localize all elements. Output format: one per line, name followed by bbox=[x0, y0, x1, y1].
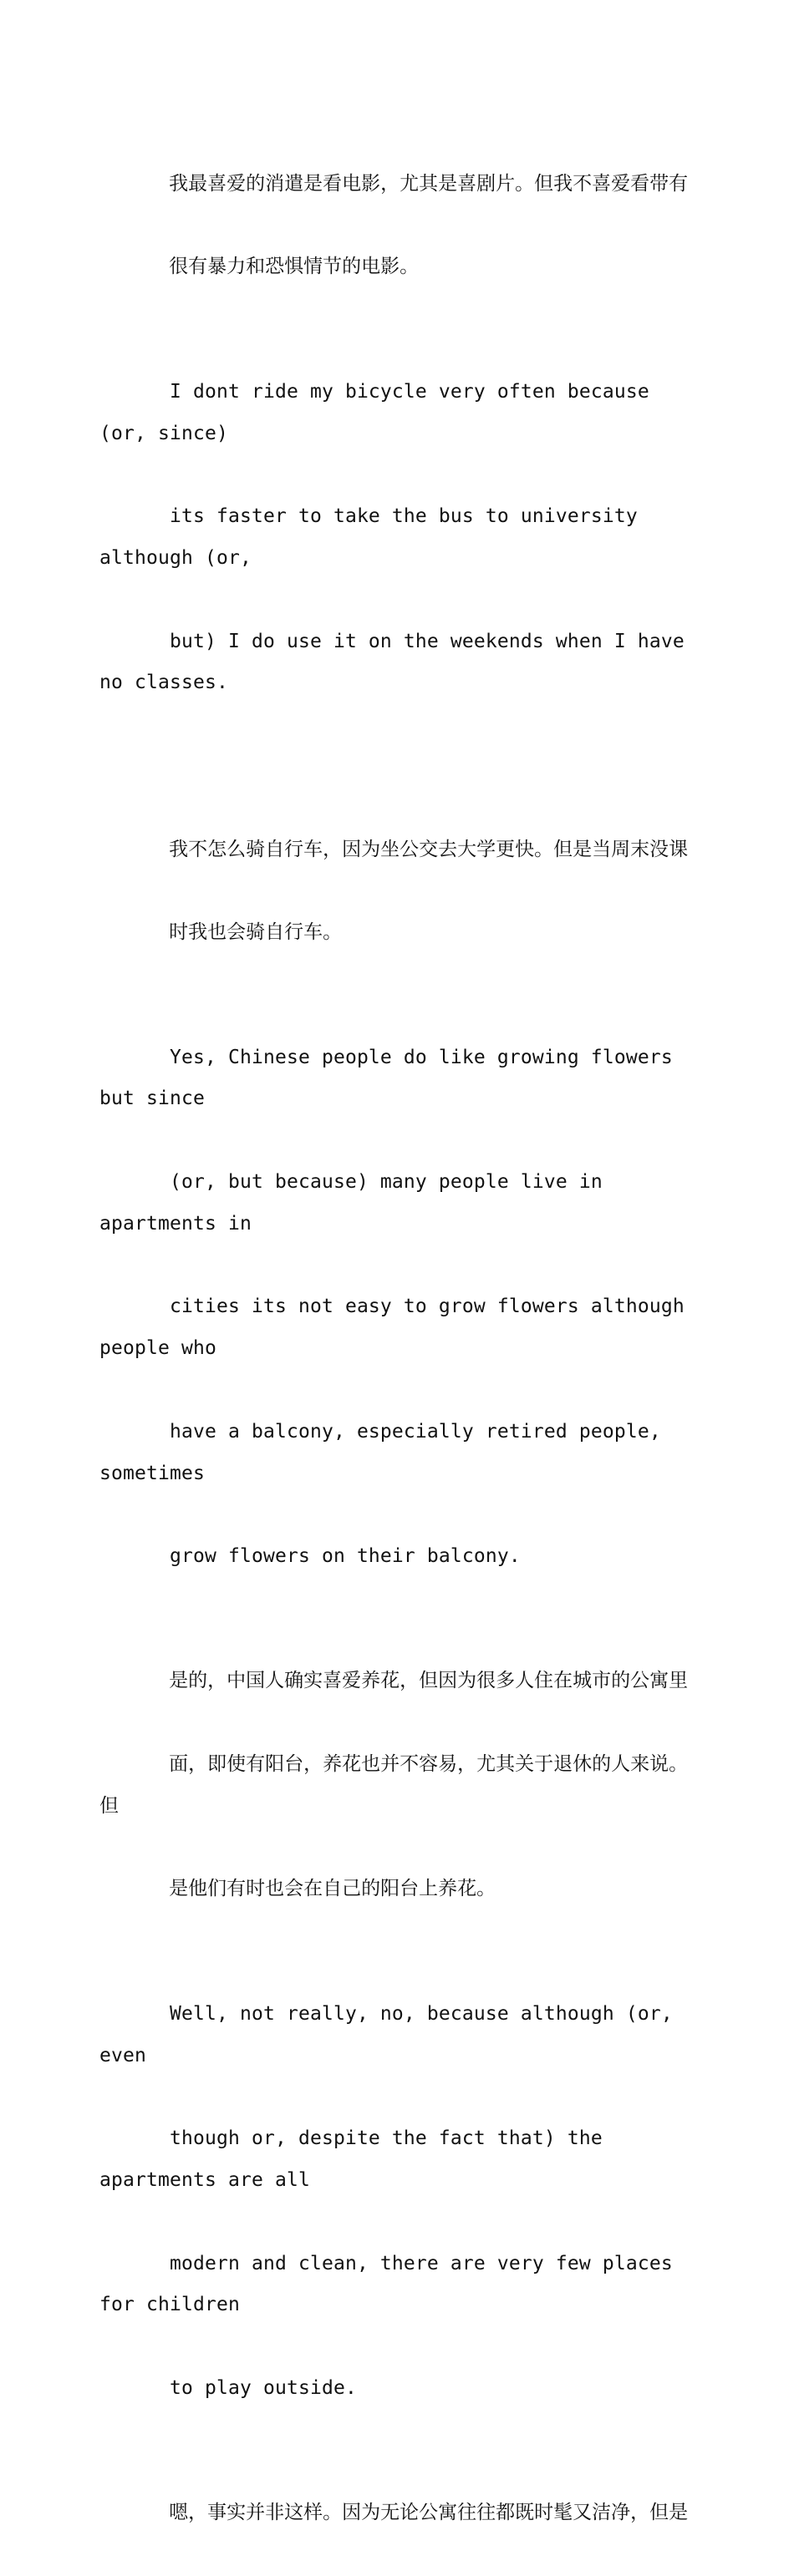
text-line: I dont ride my bicycle very often because (or, since) bbox=[99, 380, 661, 444]
text-line: modern and clean, there are very few places for children bbox=[99, 2252, 685, 2316]
text-line: 是的，中国人确实喜爱养花，但因为很多人住在城市的公寓里 bbox=[169, 1670, 689, 1692]
paragraph-en-1 bbox=[99, 330, 698, 746]
text-line: Yes, Chinese people do like growing flowers but since bbox=[99, 1046, 685, 1110]
paragraph-zh-2 bbox=[99, 788, 698, 996]
text-line: to play outside. bbox=[169, 2377, 357, 2400]
paragraph-en-2 bbox=[99, 996, 698, 1620]
paragraph-zh-4 bbox=[99, 2452, 698, 2576]
text-line: 面，即使有阳台，养花也并不容易，尤其关于退休的人来说。但 bbox=[99, 1753, 689, 1817]
document-body bbox=[99, 122, 698, 2576]
paragraph-zh-3 bbox=[99, 1620, 698, 1952]
text-line: (or, but because) many people live in apartments in bbox=[99, 1170, 614, 1235]
text-line: its faster to take the bus to university although (or, bbox=[99, 505, 649, 569]
text-line: though or, despite the fact that) the apartments are all bbox=[99, 2127, 614, 2192]
text-line: 我最喜爱的消遣是看电影，尤其是喜剧片。但我不喜爱看带有 bbox=[169, 172, 689, 195]
text-line: 是他们有时也会在自己的阳台上养花。 bbox=[169, 1878, 496, 1900]
text-line: but) I do use it on the weekends when I have no classes. bbox=[99, 630, 696, 694]
paragraph-gap bbox=[99, 746, 698, 788]
text-line: grow flowers on their balcony. bbox=[169, 1545, 521, 1568]
text-line: 很有暴力和恐惧情节的电影。 bbox=[169, 256, 420, 278]
text-line: 我不怎么骑自行车，因为坐公交去大学更快。但是当周末没课 bbox=[169, 838, 689, 860]
text-line: 时我也会骑自行车。 bbox=[169, 921, 343, 944]
text-line: cities its not easy to grow flowers although people who bbox=[99, 1296, 696, 1360]
text-line: Well, not really, no, because although (or, even bbox=[99, 2002, 685, 2066]
paragraph-en-3 bbox=[99, 1952, 698, 2452]
text-line: have a balcony, especially retired people, sometimes bbox=[99, 1420, 673, 1484]
text-line: 嗯，事实并非这样。因为无论公寓往往都既时髦又洁净，但是 bbox=[169, 2502, 689, 2524]
paragraph-zh-1 bbox=[99, 122, 698, 330]
